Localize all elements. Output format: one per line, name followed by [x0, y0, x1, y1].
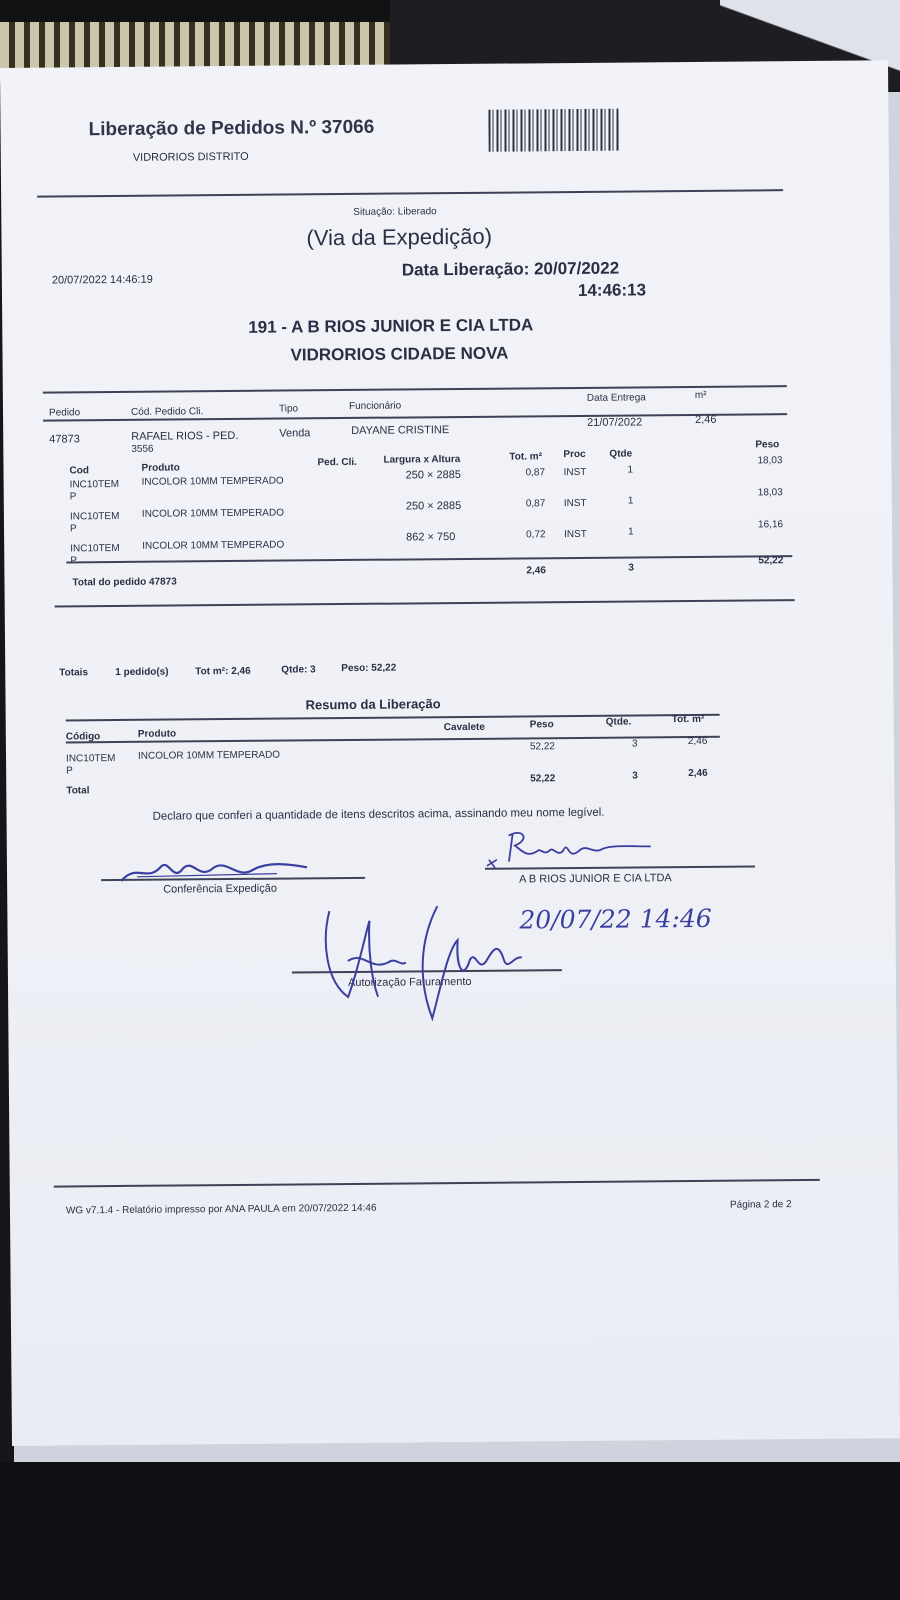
background-bottom — [0, 1462, 900, 1600]
divider — [55, 599, 795, 607]
item-col-proc: Proc — [563, 448, 586, 461]
summary-col-peso: Peso — [529, 719, 554, 731]
item-col-peso: Peso — [755, 439, 780, 451]
signature-autorizacao — [307, 899, 528, 1021]
summary-col-qtde: Qtde. — [605, 716, 632, 728]
divider — [54, 1179, 820, 1187]
binder-shadow — [0, 0, 390, 24]
summary-total-label: Total — [66, 785, 90, 797]
item-tot-m2: 0,72 — [526, 529, 546, 541]
item-cod: INC10TEM — [69, 510, 120, 523]
order-type: Venda — [279, 427, 311, 440]
item-proc: INST — [563, 497, 587, 510]
release-date: Data Liberação: 20/07/2022 — [401, 258, 620, 280]
item-produto: INCOLOR 10MM TEMPERADO — [141, 507, 285, 520]
document-sheet — [0, 60, 900, 1446]
item-tot-m2: 0,87 — [525, 467, 546, 479]
order-total-qtde: 3 — [628, 562, 634, 574]
item-peso: 18,03 — [757, 487, 783, 499]
footer-printed-by: WG v7.1.4 - Relatório impresso por ANA PAULA em 20/07/2022 14:46 — [65, 1202, 377, 1217]
release-time: 14:46:13 — [577, 280, 647, 300]
print-timestamp: 20/07/2022 14:46:19 — [51, 273, 153, 287]
signature-client — [483, 824, 663, 876]
company-name: VIDRORIOS DISTRITO — [132, 150, 249, 164]
col-tipo: Tipo — [278, 403, 299, 415]
order-total-peso: 52,22 — [758, 555, 784, 567]
col-data-entrega: Data Entrega — [586, 392, 646, 404]
divider — [43, 385, 787, 393]
col-cod-pedido-cli: Cód. Pedido Cli. — [130, 406, 204, 418]
col-funcionario: Funcionário — [348, 400, 402, 412]
document-title: Liberação de Pedidos N.º 37066 — [88, 116, 375, 141]
summary-total-qtde: 3 — [632, 770, 638, 782]
item-dimensions: 862 × 750 — [406, 531, 456, 544]
summary-total-m2: 2,46 — [688, 767, 708, 780]
summary-peso: 52,22 — [529, 741, 556, 753]
totals-label: Totais — [59, 667, 89, 679]
item-proc: INST — [564, 528, 587, 541]
order-total-m2: 2,46 — [526, 565, 546, 577]
item-tot-m2: 0,87 — [525, 498, 546, 510]
col-pedido: Pedido — [48, 407, 81, 419]
item-col-qtde: Qtde — [609, 448, 633, 460]
item-proc: INST — [563, 466, 587, 479]
order-number: 47873 — [49, 433, 80, 446]
item-cod-cont: P — [69, 491, 77, 503]
summary-total-peso: 52,22 — [530, 773, 556, 785]
signature-label-client: A B RIOS JUNIOR E CIA LTDA — [519, 872, 672, 886]
item-qtde: 1 — [628, 526, 634, 538]
status-text: Situação: Liberado — [353, 206, 437, 218]
order-delivery-date: 21/07/2022 — [587, 416, 643, 429]
client-store: VIDRORIOS CIDADE NOVA — [290, 343, 509, 365]
totals-qtde: Qtde: 3 — [281, 664, 316, 676]
item-cod-cont: P — [69, 523, 77, 535]
client-name: 191 - A B RIOS JUNIOR E CIA LTDA — [248, 315, 534, 337]
item-dimensions: 250 × 2885 — [405, 468, 461, 482]
summary-qtde: 3 — [631, 738, 638, 750]
summary-codigo-cont: P — [66, 765, 73, 777]
item-dimensions: 250 × 2885 — [405, 499, 462, 513]
item-produto: INCOLOR 10MM TEMPERADO — [141, 475, 284, 488]
order-client-code: RAFAEL RIOS - PED. — [131, 429, 239, 443]
signature-label-autorizacao: Autorização Faturamento — [347, 975, 472, 989]
handwritten-date: 20/07/22 14:46 — [519, 903, 712, 935]
summary-codigo: INC10TEM — [65, 753, 116, 765]
divider — [66, 555, 792, 563]
declaration-text: Declaro que conferi a quantidade de itens descritos acima, assinando meu nome legível. — [152, 806, 605, 823]
signature-conferencia — [117, 851, 317, 887]
footer-page-number: Página 2 de 2 — [729, 1199, 792, 1211]
item-cod: INC10TEM — [70, 542, 120, 555]
item-col-dimensions: Largura x Altura — [383, 453, 461, 466]
item-peso: 16,16 — [757, 519, 784, 531]
item-col-cod: Cod — [69, 465, 90, 477]
barcode — [488, 109, 618, 152]
item-qtde: 1 — [627, 495, 634, 507]
signature-label-conferencia: Conferência Expedição — [163, 882, 277, 896]
summary-col-cavalete: Cavalete — [443, 721, 485, 734]
summary-col-codigo: Código — [65, 731, 101, 743]
via-title: (Via da Expedição) — [306, 223, 493, 251]
totals-peso: Peso: 52,22 — [341, 662, 397, 675]
order-total-label: Total do pedido 47873 — [72, 576, 177, 589]
item-qtde: 1 — [627, 464, 634, 476]
item-col-produto: Produto — [141, 462, 180, 474]
summary-col-produto: Produto — [137, 728, 177, 740]
item-col-tot-m2: Tot. m² — [509, 451, 543, 463]
summary-tot-m2: 2,46 — [687, 735, 708, 748]
item-peso: 18,03 — [757, 455, 783, 467]
item-cod: INC10TEM — [69, 478, 120, 491]
col-m2: m² — [694, 389, 707, 401]
order-m2: 2,46 — [695, 413, 717, 426]
order-employee: DAYANE CRISTINE — [351, 424, 450, 437]
totals-m2: Tot m²: 2,46 — [195, 665, 251, 678]
divider — [37, 189, 783, 197]
summary-title: Resumo da Liberação — [305, 696, 441, 713]
item-produto: INCOLOR 10MM TEMPERADO — [142, 539, 285, 552]
summary-produto: INCOLOR 10MM TEMPERADO — [137, 749, 281, 762]
order-client-code-cont: 3556 — [131, 443, 154, 455]
summary-col-tot-m2: Tot. m² — [671, 713, 705, 726]
totals-orders: 1 pedido(s) — [115, 666, 169, 679]
item-col-ped-cli: Ped. Cli. — [317, 456, 357, 469]
